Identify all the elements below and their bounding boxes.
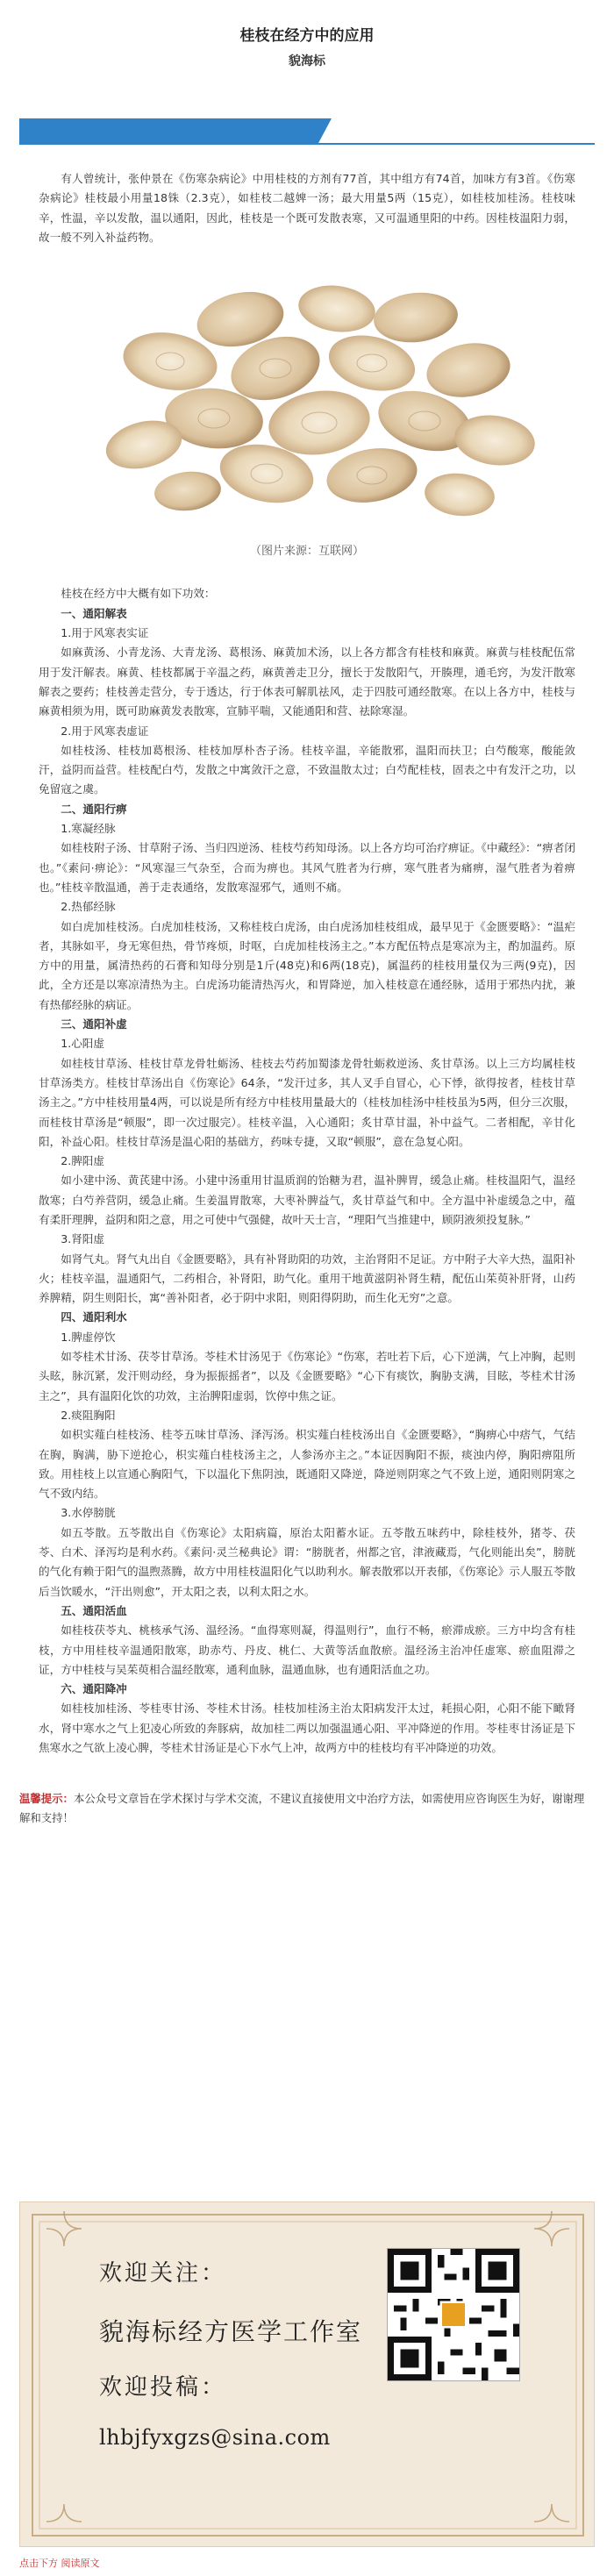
follow-card bbox=[19, 2201, 595, 2547]
section-heading: 二、通阳行痹 bbox=[61, 802, 127, 816]
subsection-title: 3.水停膀胱 bbox=[61, 1506, 116, 1520]
lead-line: 桂枝在经方中大概有如下功效： bbox=[61, 587, 216, 601]
subsection-title: 1.心阳虚 bbox=[61, 1037, 104, 1051]
section-heading: 五、通阳活血 bbox=[61, 1603, 127, 1617]
subsection-title: 1.寒凝经脉 bbox=[61, 822, 116, 836]
submit-email[interactable]: lhbjfyxgzs@sina.com bbox=[99, 2425, 331, 2450]
section-heading: 四、通阳利水 bbox=[61, 1310, 127, 1324]
banner-tab bbox=[318, 118, 332, 145]
subsection-text: 如肾气丸。肾气丸出自《金匮要略》，具有补肾助阳的功效，主治肾阳不足证。方中附子大辛大热，温阳补火；桂枝辛温，温通阳气，二药相合，补肾阳，助气化。重用干地黄滋阴补肾生精，配伍山茱萸补肝肾，山药养脾精，阴生则阳长，寓“善补阳者，必于阴中求阳，则阳得阴助，而生化无穷”之意。 bbox=[39, 1252, 575, 1305]
subsection-title: 1.用于风寒表实证 bbox=[61, 626, 149, 640]
section-heading: 一、通阳解表 bbox=[61, 606, 127, 620]
image-caption: （图片来源：互联网） bbox=[249, 545, 364, 559]
banner-underline bbox=[19, 143, 595, 145]
subsection-title: 2.用于风寒表虚证 bbox=[61, 724, 149, 738]
disclaimer-label: 温馨提示： bbox=[19, 1792, 74, 1806]
article-body bbox=[0, 169, 614, 1758]
follow-label: 欢迎关注： bbox=[99, 2260, 227, 2287]
subsection-text: 如桂枝汤、桂枝加葛根汤、桂枝加厚朴杏子汤。桂枝辛温，辛能散邪，温阳而扶卫；白芍酸寒，酸能敛汗，益阴而益营。桂枝配白芍，发散之中寓敛汗之意，不致温散太过；白芍配桂枝，固表之中有发汗之功，以免留寇之虞。 bbox=[39, 743, 575, 796]
subsection-title: 1.脾虚停饮 bbox=[61, 1330, 116, 1344]
subsection-text: 如苓桂术甘汤、茯苓甘草汤。苓桂术甘汤见于《伤寒论》“伤寒，若吐若下后，心下逆满，气上冲胸，起则头眩，脉沉紧，发汗则动经，身为振振摇者”，以及《金匮要略》“心下有痰饮，胸胁支满，目眩，苓桂术甘汤主之”，具有温阳化饮的功效，主治脾阳虚弱，饮停中焦之证。 bbox=[39, 1350, 575, 1402]
submit-label: 欢迎投稿： bbox=[99, 2374, 227, 2401]
subsection-title: 2.痰阻胸阳 bbox=[61, 1408, 116, 1422]
read-original-link[interactable]: 点击下方 阅读原文 bbox=[19, 2558, 100, 2569]
section-banner bbox=[19, 118, 595, 145]
article-author: 貌海标 bbox=[289, 54, 325, 68]
subsection-title: 2.脾阳虚 bbox=[61, 1154, 104, 1168]
qr-code-pattern bbox=[388, 2249, 519, 2380]
subsection-text: 如桂枝加桂汤、苓桂枣甘汤、苓桂术甘汤。桂枝加桂汤主治太阳病发汗太过，耗损心阳，心阳不能下瞰肾水，肾中寒水之气上犯凌心所致的奔豚病，故加桂二两以加强温通心阳、平冲降逆的作用。苓桂枣甘汤证是下焦寒水之气欲上凌心脾，苓桂术甘汤证是心下水气上冲，故两方中的桂枝均有平冲降逆的功效。 bbox=[39, 1702, 575, 1754]
slice-pile bbox=[101, 281, 538, 519]
subsection-text: 如白虎加桂枝汤。白虎加桂枝汤，又称桂枝白虎汤，由白虎汤加桂枝组成，最早见于《金匮要略》：“温疟者，其脉如平，身无寒但热，骨节疼烦，时呕，白虎加桂枝汤主之。”本方配伍特点是寒凉为主，酌加温药。原方中的用量，属清热药的石膏和知母分别是1斤(48克)和6两(18克)，属温药的桂枝用量仅为三两(9克)，因此，全方还是以寒凉清热为主。白虎汤功能清热泻火，和胃降逆，加入桂枝意在通经脉，适用于邪热内扰，兼有热郁经脉的病证。 bbox=[39, 919, 575, 1011]
disclaimer bbox=[19, 1789, 595, 1828]
section-heading: 六、通阳降冲 bbox=[61, 1682, 127, 1696]
disclaimer-text: 本公众号文章旨在学术探讨与学术交流，不建议直接使用文中治疗方法，如需使用应咨询医生为好，谢谢理解和支持！ bbox=[19, 1792, 585, 1825]
subsection-text: 如桂枝附子汤、甘草附子汤、当归四逆汤、桂枝芍药知母汤。以上各方均可治疗痹证。《中藏经》：“痹者闭也。”《素问·痹论》：“风寒湿三气杂至，合而为痹也。其风气胜者为行痹，寒气胜者为痛痹，湿气胜者为着痹也。”桂枝辛散温通，善于走表通络，发散寒湿邪气，通则不痛。 bbox=[39, 841, 575, 894]
herb-slices-photo bbox=[39, 265, 575, 528]
herb-slices-illustration bbox=[39, 265, 575, 528]
section-heading: 三、通阳补虚 bbox=[61, 1017, 127, 1031]
intro-paragraph: 有人曾统计，张仲景在《伤寒杂病论》中用桂枝的方剂有77首，其中组方有74首，加味方有3首。《伤寒杂病论》桂枝最小用量18铢（2.3克），如桂枝二越婢一汤；最大用量5两（15克），如桂枝加桂汤。桂枝味辛，性温，辛以发散，温以通阳，因此，桂枝是一个既可发散表寒，又可温通里阳的中药。因桂枝温阳力弱，故一般不列入补益药物。 bbox=[39, 172, 575, 244]
subsection-text: 如桂枝茯苓丸、桃核承气汤、温经汤。“血得寒则凝，得温则行”，血行不畅，瘀滞成瘀。三方中均含有桂枝，方中用桂枝辛温通阳散寒，助赤芍、丹皮、桃仁、大黄等活血散瘀。温经汤主治冲任虚寒、瘀血阻滞之证，方中桂枝与吴茱萸相合温经散寒，通利血脉，温通血脉，也有通阳活血之功。 bbox=[39, 1623, 575, 1676]
subsection-text: 如五苓散。五苓散出自《伤寒论》太阳病篇，原治太阳蓄水证。五苓散五味药中，除桂枝外，猪苓、茯苓、白术、泽泻均是利水药。《素问·灵兰秘典论》谓：“膀胱者，州都之官，津液藏焉，气化则能出矣”，膀胱的气化有赖于阳气的温煦蒸腾，故方中用桂枝温阳化气以助利水。解表散邪以开表郁，《伤寒论》示人服五苓散后当饮暖水，“汗出则愈”，开太阳之表，以利太阳之水。 bbox=[39, 1525, 575, 1598]
article-title: 桂枝在经方中的应用 bbox=[239, 27, 375, 45]
subsection-title: 3.肾阳虚 bbox=[61, 1232, 104, 1246]
studio-name: 貌海标经方医学工作室 bbox=[99, 2317, 363, 2346]
subsection-text: 如小建中汤、黄芪建中汤。小建中汤重用甘温质润的饴糖为君，温补脾胃，缓急止痛。桂枝温阳气，温经散寒；白芍养营阴，缓急止痛。生姜温胃散寒，大枣补脾益气，炙甘草益气和中。全方温中补虚缓急之中，蕴有柔肝理脾，益阴和阳之意，用之可使中气强健，故叶天士言，“理阳气当推建中，顾阴液须投复脉。” bbox=[39, 1174, 575, 1226]
subsection-text: 如桂枝甘草汤、桂枝甘草龙骨牡蛎汤、桂枝去芍药加蜀漆龙骨牡蛎救逆汤、炙甘草汤。以上三方均属桂枝甘草汤类方。桂枝甘草汤出自《伤寒论》64条，“发汗过多，其人叉手自冒心，心下悸，欲得按者，桂枝甘草汤主之。”方中桂枝用量4两，可以说是所有经方中桂枝用量最大的（桂枝加桂汤中桂枝虽为5两，但分三次服，而桂枝甘草汤是“顿服”，即一次过服完）。桂枝辛温，入心通阳；炙甘草甘温，补中益气。二者相配，辛甘化阳，补益心阳。桂枝甘草汤是温心阳的基础方，药味专捷，又取“顿服”，意在急复心阳。 bbox=[39, 1056, 575, 1148]
subsection-text: 如麻黄汤、小青龙汤、大青龙汤、葛根汤、麻黄加术汤，以上各方都含有桂枝和麻黄。麻黄与桂枝配伍常用于发汗解表。麻黄、桂枝都属于辛温之药，麻黄善走卫分，擅长于发散阳气，开腠理，通毛窍，为发汗散寒解表之要药；桂枝善走营分，专于透达，行于体表可解肌祛风，走于四肢可通经散寒。在以上各方中，桂枝与麻黄相须为用，既可助麻黄发表散寒，宣肺平喘，又能通阳和营、祛除寒湿。 bbox=[39, 646, 575, 718]
subsection-text: 如枳实薤白桂枝汤、桂苓五味甘草汤、泽泻汤。枳实薤白桂枝汤出自《金匮要略》，“胸痹心中痞气，气结在胸，胸满，胁下逆抢心，枳实薤白桂枝汤主之，人参汤亦主之。”本证因胸阳不振，痰浊内停，胸阳痹阻所致。用桂枝上以宣通心胸阳气，下以温化下焦阴浊，既通阳又降逆，降逆则阴寒之气不致上逆，通阳则阴寒之气不致内结。 bbox=[39, 1428, 575, 1501]
banner-bar bbox=[19, 118, 318, 145]
subsection-title: 2.热郁经脉 bbox=[61, 900, 116, 914]
qr-code-icon[interactable] bbox=[387, 2248, 520, 2381]
